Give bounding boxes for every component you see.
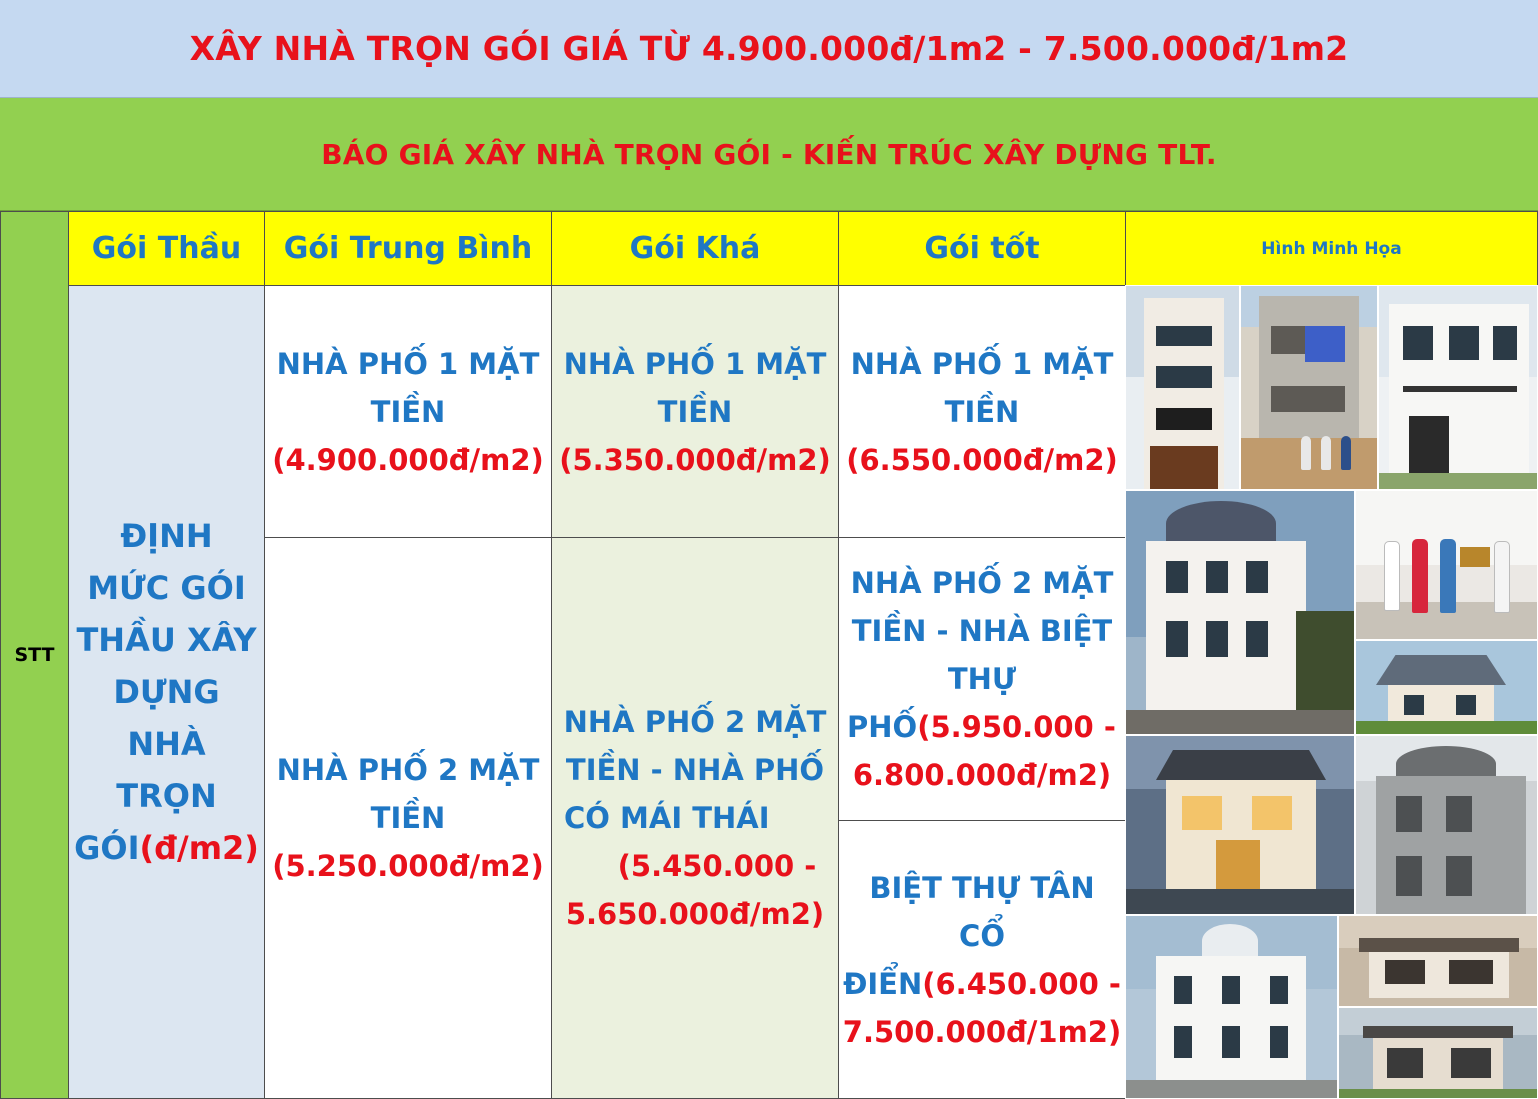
header-hinh-minh-hoa xyxy=(1125,211,1538,286)
photo-neoclassical-mansion xyxy=(1125,490,1355,735)
photo-thai-roof-house xyxy=(1355,640,1538,735)
photo-handover-ceremony xyxy=(1355,490,1538,640)
description-unit: (đ/m2) xyxy=(139,829,259,867)
description-line: MỨC GÓI xyxy=(87,569,246,607)
description-line: ĐỊNH xyxy=(120,517,213,555)
tot-row3 xyxy=(838,820,1126,1099)
page-subtitle: BÁO GIÁ XÂY NHÀ TRỌN GÓI - KIẾN TRÚC XÂY DỰNG TLT. xyxy=(321,137,1217,171)
trung-binh-row2 xyxy=(264,537,552,1099)
header-tot xyxy=(838,211,1126,286)
package-name: ĐIỂN xyxy=(843,966,923,1001)
photo-villa-under-construction xyxy=(1355,735,1538,915)
photo-classical-white-villa xyxy=(1125,915,1338,1099)
description-line: TRỌN xyxy=(116,777,217,815)
tot-row2 xyxy=(838,537,1126,821)
package-price: (5.350.000đ/m2) xyxy=(559,442,831,477)
package-price-line xyxy=(843,960,1121,1008)
description-line: DỰNG xyxy=(113,673,220,711)
package-name: NHÀ PHỐ 1 MẶT xyxy=(850,346,1114,381)
description-line: THẦU XÂY xyxy=(76,621,257,659)
page-title: XÂY NHÀ TRỌN GÓI GIÁ TỪ 4.900.000đ/1m2 - 7.500.000đ/1m2 xyxy=(189,29,1349,68)
package-name: TIỀN xyxy=(944,394,1020,429)
photo-modern-villa-night xyxy=(1125,735,1355,915)
photo-modern-villa-a xyxy=(1338,915,1538,1007)
package-name: NHÀ PHỐ 2 MẶT xyxy=(563,705,827,739)
illustration-gallery xyxy=(1125,285,1538,1099)
package-name: TIỀN xyxy=(370,801,446,835)
header-trung-binh-label: Gói Trung Bình xyxy=(283,231,533,266)
tot-row1 xyxy=(838,285,1126,538)
description-cell xyxy=(68,285,265,1099)
package-price-line xyxy=(847,703,1116,751)
package-name: NHÀ PHỐ 1 MẶT xyxy=(276,346,540,381)
header-goi-thau-label: Gói Thầu xyxy=(91,231,242,266)
package-price: 5.650.000đ/m2) xyxy=(565,897,825,931)
photo-modern-villa-b xyxy=(1338,1007,1538,1099)
package-name: CỔ xyxy=(959,918,1005,953)
photo-townhouse-front xyxy=(1125,285,1240,490)
stt-label: STT xyxy=(14,644,55,666)
description-goi: GÓI xyxy=(74,829,140,867)
package-price: (5.450.000 - xyxy=(617,849,817,883)
kha-row1 xyxy=(551,285,839,538)
package-name: THỰ xyxy=(947,662,1017,696)
package-name: TIỀN - NHÀ PHỐ xyxy=(565,753,825,787)
description-line: NHÀ xyxy=(127,725,206,763)
package-price: (4.900.000đ/m2) xyxy=(272,442,544,477)
stt-cell xyxy=(0,211,69,1099)
header-kha-label: Gói Khá xyxy=(629,231,761,266)
title-banner xyxy=(0,0,1538,98)
package-name: TIỀN xyxy=(657,394,733,429)
package-price: (6.450.000 - xyxy=(922,966,1121,1001)
package-price: 6.800.000đ/m2) xyxy=(852,758,1112,792)
photo-white-villa xyxy=(1378,285,1538,490)
package-price: 7.500.000đ/1m2) xyxy=(842,1014,1122,1049)
description-line-last xyxy=(74,822,259,874)
package-name: PHỐ xyxy=(847,710,918,744)
photo-construction-site xyxy=(1240,285,1378,490)
trung-binh-row1 xyxy=(264,285,552,538)
header-hinh-label: Hình Minh Họa xyxy=(1261,238,1402,259)
subtitle-banner xyxy=(0,98,1538,211)
package-price: (5.950.000 - xyxy=(917,710,1116,744)
kha-row2 xyxy=(551,537,839,1099)
package-name: TIỀN - NHÀ BIỆT xyxy=(851,614,1113,648)
package-name: NHÀ PHỐ 2 MẶT xyxy=(276,753,540,787)
header-goi-thau xyxy=(68,211,265,286)
package-name: CÓ MÁI THÁI xyxy=(564,801,770,835)
package-price: (5.250.000đ/m2) xyxy=(272,849,544,883)
header-kha xyxy=(551,211,839,286)
package-name: NHÀ PHỐ 2 MẶT xyxy=(850,566,1114,600)
header-trung-binh xyxy=(264,211,552,286)
package-name: BIỆT THỰ TÂN xyxy=(869,870,1095,905)
header-tot-label: Gói tốt xyxy=(924,231,1040,266)
package-name: NHÀ PHỐ 1 MẶT xyxy=(563,346,827,381)
package-name: TIỀN xyxy=(370,394,446,429)
package-price: (6.550.000đ/m2) xyxy=(846,442,1118,477)
